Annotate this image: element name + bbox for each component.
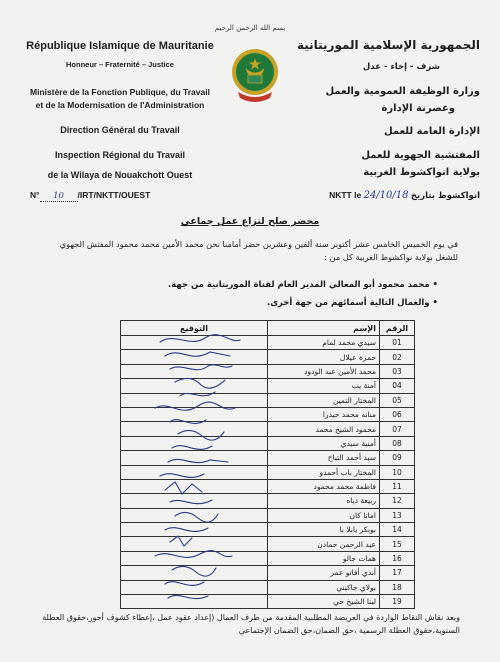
reference-number-suffix: /IRT/NKTT/OUEST — [77, 190, 151, 200]
ar-inspection-line1: المفتشية الجهوية للعمل — [361, 150, 480, 161]
intro-paragraph: في يوم الخميس الخامس عشر أكتوبر سنة ألفين وعشرين حضر أمامنا نحن محمد الأمين محمد محمود المفتش الجهوي للشغل بولاية نواكشوط الغربية كل من : — [59, 239, 458, 262]
document-title: محضر صلح لنزاع عمل جماعي — [180, 216, 320, 227]
footer-paragraph: وبعد نقاش النقاط الواردة في العريضة المطلبية المقدمة من طرف العمال (إعداد عقود عمل ،إعطاء كشوف أجور،حقوق العطلة السنوية،حقوق العطلة الرسمية ،حق الضمان،حق الضمان الإجتماعي — [42, 613, 460, 635]
row-name: بوبكر بابلا با — [268, 523, 380, 537]
row-name: همات جالو — [268, 551, 380, 565]
national-emblem-icon — [230, 44, 280, 106]
fr-motto: Honneur – Fraternité – Justice — [66, 60, 174, 69]
header-number: الرقم — [380, 321, 415, 336]
ar-inspection-line2: بولاية انواكشوط الغربية — [363, 167, 480, 178]
fr-direction: Direction Général du Travail — [60, 125, 180, 135]
row-name: حمزة عيلال — [268, 350, 380, 364]
reference-number-handwritten: 10 — [53, 191, 64, 201]
row-number: 01 — [380, 336, 415, 350]
row-number: 06 — [380, 407, 415, 421]
bullet-party-workers: • والعمال التالية أسمائهم من جهة أخرى. — [266, 298, 438, 308]
reference-date-prefix: NKTT le — [329, 190, 362, 200]
row-number: 15 — [380, 537, 415, 551]
row-name: سيد أحمد التباخ — [268, 451, 380, 465]
fr-ministry-line2: et de la Modernisation de l'Administration — [35, 100, 205, 110]
header-signature: التوقيع — [121, 321, 268, 336]
ar-ministry-line2: وعصرنة الإدارة — [381, 103, 455, 114]
bullet-party-employer: • محمد محمود أبو المعالي المدير العام لقناة الموريتانية من جهة. — [167, 280, 438, 290]
reference-date-ar: انواكشوط بتاريخ — [410, 191, 480, 201]
row-number: 11 — [380, 479, 415, 493]
row-name: عبد الرحمن حمادن — [268, 537, 380, 551]
row-name: منانه محمد حيدرا — [268, 407, 380, 421]
row-number: 17 — [380, 566, 415, 580]
row-number: 09 — [380, 451, 415, 465]
row-number: 10 — [380, 465, 415, 479]
ar-ministry-line1: وزارة الوظيفة العمومية والعمل — [325, 86, 480, 97]
row-number: 16 — [380, 551, 415, 565]
row-number: 02 — [380, 350, 415, 364]
basmala: بسم الله الرحمن الرحيم — [214, 24, 286, 32]
bullet-party-employer-text: محمد محمود أبو المعالي المدير العام لقناة الموريتانية من جهة. — [167, 280, 430, 290]
row-number: 14 — [380, 523, 415, 537]
row-name: المختار التمين — [268, 393, 380, 407]
ar-country: الجمهورية الإسلامية الموريتانية — [296, 38, 480, 52]
header-name: الإسم — [268, 321, 380, 336]
row-number: 04 — [380, 379, 415, 393]
row-number: 13 — [380, 508, 415, 522]
row-name: أندي أفاتو عمر — [268, 566, 380, 580]
row-number: 12 — [380, 494, 415, 508]
row-number: 03 — [380, 364, 415, 378]
row-name: لبنا الشيخ حي — [268, 595, 380, 609]
row-name: محمد الأمين عبد الودود — [268, 364, 380, 378]
row-name: فاطمة محمد محمود — [268, 479, 380, 493]
row-number: 07 — [380, 422, 415, 436]
row-name: سيدي محمد لمام — [268, 336, 380, 350]
fr-country: République Islamique de Mauritanie — [26, 40, 214, 52]
row-name: ربيعة دياه — [268, 494, 380, 508]
row-name: آمنة يب — [268, 379, 380, 393]
bullet-party-workers-text: والعمال التالية أسمائهم من جهة أخرى. — [266, 298, 430, 308]
row-number: 08 — [380, 436, 415, 450]
reference-number-prefix: N° — [30, 190, 40, 200]
row-name: محمود الشيخ محمد — [268, 422, 380, 436]
fr-inspection-line2: de la Wilaya de Nouakchott Ouest — [47, 170, 193, 180]
row-name: أمنية سيدي — [268, 436, 380, 450]
row-name: المختار باب أحمدو — [268, 465, 380, 479]
reference-date-handwritten: 24/10/18 — [363, 190, 409, 201]
reference-number — [30, 190, 150, 202]
ar-direction: الإدارة العامة للعمل — [383, 126, 480, 137]
fr-ministry-line1: Ministère de la Fonction Publique, du Travail — [30, 87, 210, 97]
row-name: بولاي جاكيتي — [268, 580, 380, 594]
row-number: 05 — [380, 393, 415, 407]
row-name: اماتا كان — [268, 508, 380, 522]
fr-inspection-line1: Inspection Régional du Travail — [54, 150, 186, 160]
reference-date — [329, 190, 480, 201]
handwritten-signatures — [120, 334, 283, 610]
ar-motto: شرف - إخاء - عدل — [362, 62, 440, 72]
row-number: 18 — [380, 580, 415, 594]
row-number: 19 — [380, 595, 415, 609]
